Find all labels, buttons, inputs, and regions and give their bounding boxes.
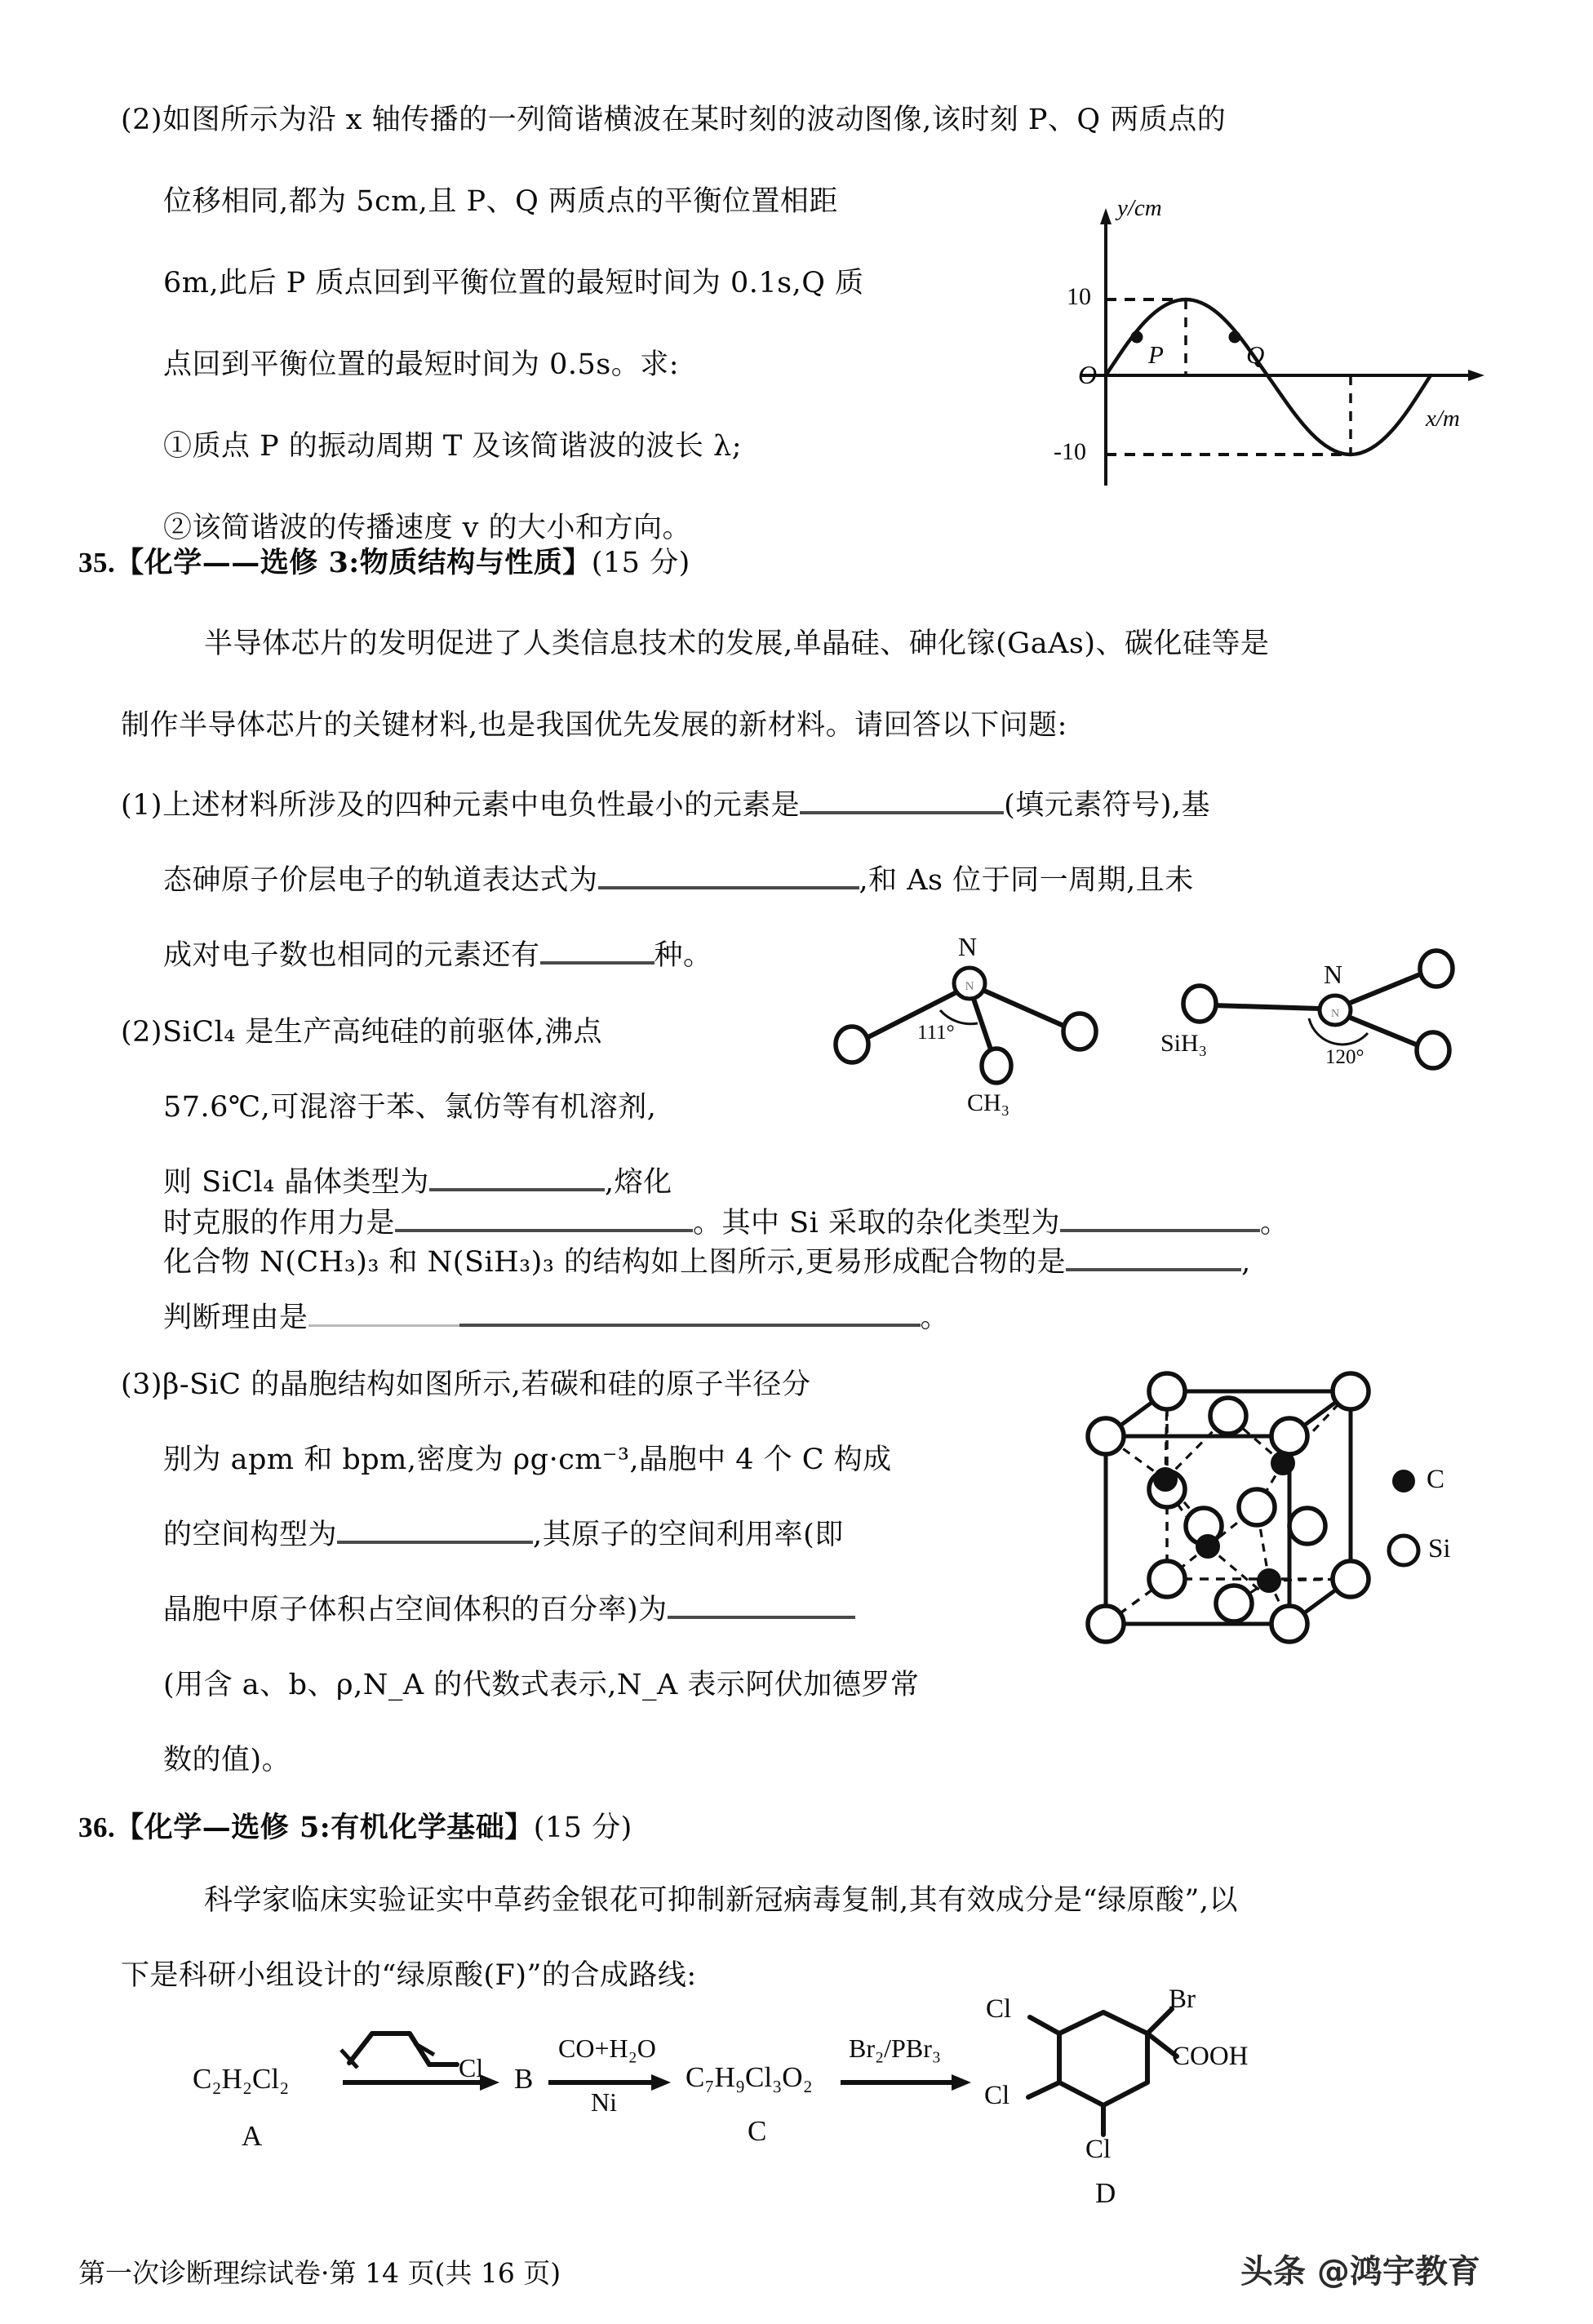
answer-blank-crystal-type[interactable] bbox=[429, 1187, 605, 1191]
q35-bracket-close: 】 bbox=[562, 546, 592, 579]
q36-bracket-open: 【 bbox=[115, 1811, 144, 1844]
q35-bracket-open: 【 bbox=[115, 546, 144, 579]
q35-p2-l3a: 则 SiCl₄ 晶体类型为 bbox=[163, 1166, 429, 1199]
q35-p1-l2a: 态砷原子价层电子的轨道表达式为 bbox=[163, 864, 598, 897]
wave-origin-label: O bbox=[1078, 360, 1098, 389]
q35-p2-l5a: 化合物 N(CH₃)₃ 和 N(SiH₃)₃ 的结构如上图所示,更易形成配合物的是 bbox=[163, 1246, 1067, 1279]
q35-p2-line1 bbox=[121, 1018, 602, 1047]
q35-p3-line4 bbox=[163, 1596, 855, 1625]
q2-line2-text: 位移相同,都为 5cm,且 P、Q 两质点的平衡位置相距 bbox=[163, 185, 838, 218]
wave-point-p-label: P bbox=[1148, 340, 1164, 369]
q35-p3-l6-text: 数的值)。 bbox=[163, 1744, 291, 1776]
q35-p2-l3b: ,熔化 bbox=[604, 1166, 672, 1199]
q35-p2-l4c: 。 bbox=[1259, 1207, 1289, 1240]
physics-question-2-line3 bbox=[163, 269, 864, 298]
compound-c-label: C bbox=[748, 2115, 767, 2147]
q35-p2-l2-text: 57.6℃,可混溶于苯、氯仿等有机溶剂, bbox=[163, 1091, 657, 1124]
amine-left-center-label: N bbox=[958, 932, 978, 961]
unit-cell-legend-silicon: Si bbox=[1428, 1534, 1451, 1563]
compound-d-cooh-label: COOH bbox=[1172, 2042, 1249, 2071]
physics-question-2-line2 bbox=[163, 185, 838, 218]
q35-p3-line2 bbox=[163, 1446, 892, 1475]
q2-label: (2) bbox=[121, 104, 163, 136]
q35-p1-line1 bbox=[121, 789, 1211, 822]
wave-point-q-label: Q bbox=[1246, 340, 1265, 369]
q35-header bbox=[78, 548, 690, 578]
q2-line4-text: 点回到平衡位置的最短时间为 0.5s。求: bbox=[163, 348, 680, 381]
q35-p1-l3a: 成对电子数也相同的元素还有 bbox=[163, 939, 540, 972]
q35-p1-l2b: ,和 As 位于同一周期,且未 bbox=[859, 864, 1194, 897]
wave-x-axis-label: x/m bbox=[1426, 406, 1460, 432]
answer-blank-spatial-configuration[interactable] bbox=[337, 1540, 533, 1544]
q35-score: (15 分) bbox=[591, 547, 690, 579]
reagent-3-label: Br₂/PBr₃ bbox=[849, 2034, 941, 2063]
q35-p1-l1b: (填元素符号),基 bbox=[1004, 789, 1211, 822]
watermark bbox=[1240, 2246, 1480, 2292]
wave-tick-positive: 10 bbox=[1067, 283, 1091, 310]
q35-intro-l1-text: 半导体芯片的发明促进了人类信息技术的发展,单晶硅、砷化镓(GaAs)、碳化硅等是 bbox=[204, 628, 1270, 660]
q35-p1-line2 bbox=[163, 864, 1194, 897]
q35-p3-l4a: 晶胞中原子体积占空间体积的百分率)为 bbox=[163, 1594, 668, 1626]
amine-right-substituent-label: SiH₃ bbox=[1160, 1030, 1208, 1057]
answer-blank-reason-part2[interactable] bbox=[459, 1323, 921, 1327]
q36-number: 36. bbox=[78, 1812, 116, 1843]
page-footer bbox=[78, 2252, 561, 2291]
amine-right-angle-label: 120° bbox=[1325, 1046, 1364, 1068]
q35-intro-line1 bbox=[204, 630, 1270, 659]
q36-bracket-close: 】 bbox=[504, 1811, 534, 1844]
q35-p2-line3 bbox=[163, 1166, 672, 1199]
q35-intro-l2-text: 制作半导体芯片的关键材料,也是我国优先发展的新材料。请回答以下问题: bbox=[121, 709, 1067, 742]
q2-line1-text: 如图所示为沿 x 轴传播的一列简谐横波在某时刻的波动图像,该时刻 P、Q 两质点的 bbox=[162, 104, 1227, 136]
answer-blank-element-count[interactable] bbox=[540, 960, 655, 965]
q36-intro-l1-text: 科学家临床实验证实中草药金银花可抑制新冠病毒复制,其有效成分是“绿原酸”,以 bbox=[204, 1884, 1239, 1917]
compound-b-label: B bbox=[514, 2063, 534, 2095]
q36-intro-l2-text: 下是科研小组设计的“绿原酸(F)”的合成路线: bbox=[121, 1959, 697, 1992]
answer-blank-intermolecular-force[interactable] bbox=[395, 1228, 693, 1232]
reagent-2-bottom-label: Ni bbox=[591, 2087, 617, 2117]
physics-question-2-line4 bbox=[163, 348, 680, 381]
q35-p3-l5-text: (用含 a、b、ρ,N_A 的代数式表示,N_A 表示阿伏加德罗常 bbox=[163, 1669, 920, 1701]
amine-right-center-label: N bbox=[1324, 960, 1343, 989]
q35-p3-line1 bbox=[121, 1368, 811, 1401]
q35-p2-l4a: 时克服的作用力是 bbox=[163, 1207, 396, 1240]
compound-d-cl-bottom-label: Cl bbox=[1085, 2135, 1112, 2164]
q36-score: (15 分) bbox=[533, 1812, 632, 1844]
q35-number: 35. bbox=[78, 547, 116, 579]
physics-question-2-sub1 bbox=[163, 432, 742, 461]
q35-p1-label: (1) bbox=[121, 789, 163, 822]
q36-header bbox=[78, 1813, 632, 1843]
wave-point-q-marker bbox=[1229, 331, 1241, 344]
amine-structure-right bbox=[1160, 955, 1469, 1102]
wave-figure bbox=[1049, 195, 1522, 494]
q35-p2-line5 bbox=[163, 1248, 1251, 1277]
q2-line3-text: 6m,此后 P 质点回到平衡位置的最短时间为 0.1s,Q 质 bbox=[163, 267, 864, 299]
reagent-1-label: Cl bbox=[459, 2053, 484, 2082]
q35-p3-line5 bbox=[163, 1671, 919, 1700]
reagent-2-top-label: CO+H₂O bbox=[558, 2034, 656, 2063]
wave-tick-negative: -10 bbox=[1054, 438, 1086, 465]
compound-d-label: D bbox=[1095, 2177, 1116, 2209]
q35-p2-label: (2) bbox=[121, 1016, 163, 1049]
compound-a-label: A bbox=[242, 2120, 263, 2152]
compound-a-formula: C₂H₂Cl₂ bbox=[193, 2063, 290, 2095]
q35-p3-label: (3) bbox=[121, 1368, 163, 1401]
q35-p1-l1a: 上述材料所涉及的四种元素中电负性最小的元素是 bbox=[162, 789, 801, 822]
amine-left-angle-label: 111° bbox=[917, 1022, 955, 1044]
page-footer-text: 第一次诊断理综试卷·第 14 页(共 16 页) bbox=[78, 2257, 561, 2289]
q35-p3-l2-text: 别为 apm 和 bpm,密度为 ρg·cm⁻³,晶胞中 4 个 C 构成 bbox=[163, 1444, 892, 1476]
q35-p2-line4 bbox=[163, 1209, 1289, 1238]
q2-sub2-text: ②该简谐波的传播速度 v 的大小和方向。 bbox=[163, 512, 692, 544]
answer-blank-hybridization[interactable] bbox=[1060, 1228, 1260, 1232]
svg-text:N: N bbox=[1330, 1008, 1340, 1020]
q35-p1-line3 bbox=[163, 939, 712, 972]
q35-intro-line2 bbox=[121, 709, 1067, 742]
wave-y-axis-label: y/cm bbox=[1117, 195, 1162, 221]
unit-cell-figure bbox=[1061, 1359, 1502, 1685]
q35-p2-l4b: 。其中 Si 采取的杂化类型为 bbox=[693, 1207, 1060, 1240]
answer-blank-space-utilization[interactable] bbox=[668, 1615, 855, 1619]
wave-point-p-marker bbox=[1131, 331, 1143, 344]
q35-p3-l3b: ,其原子的空间利用率(即 bbox=[533, 1519, 844, 1551]
amine-structure-left bbox=[832, 932, 1118, 1116]
answer-blank-orbital-diagram[interactable] bbox=[598, 885, 859, 889]
compound-d-br-label: Br bbox=[1169, 1985, 1196, 2014]
svg-text:N: N bbox=[965, 980, 974, 993]
q35-p3-line6 bbox=[163, 1746, 291, 1775]
q35-p1-l3b: 种。 bbox=[654, 939, 712, 972]
compound-d-cl-top-label: Cl bbox=[986, 1994, 1012, 2024]
q2-sub1-text: ①质点 P 的振动周期 T 及该简谐波的波长 λ; bbox=[163, 430, 742, 463]
q35-p2-l1: SiCl₄ 是生产高纯硅的前驱体,沸点 bbox=[162, 1016, 603, 1049]
q35-title: 化学——选修 3:物质结构与性质 bbox=[144, 546, 563, 579]
compound-d-cl-mid-label: Cl bbox=[984, 2081, 1010, 2110]
watermark-text: 头条 @鸿宇教育 bbox=[1240, 2253, 1480, 2291]
unit-cell-legend-carbon: C bbox=[1427, 1465, 1445, 1494]
compound-c-formula: C₇H₉Cl₃O₂ bbox=[686, 2061, 813, 2093]
answer-blank-electronegativity[interactable] bbox=[800, 810, 1004, 814]
physics-question-2-sub2 bbox=[163, 514, 691, 543]
q36-intro-line1 bbox=[204, 1884, 1239, 1917]
q35-p3-l1: β‑SiC 的晶胞结构如图所示,若碳和硅的原子半径分 bbox=[162, 1368, 811, 1401]
q36-title: 化学—选修 5:有机化学基础 bbox=[144, 1811, 505, 1844]
q35-p2-l6a: 判断理由是 bbox=[163, 1302, 308, 1334]
q35-p2-line2 bbox=[163, 1093, 656, 1122]
q35-p2-l5b: , bbox=[1241, 1246, 1251, 1279]
q35-p3-line3 bbox=[163, 1521, 844, 1550]
q35-p2-l6b: 。 bbox=[920, 1302, 950, 1334]
q35-p2-line6 bbox=[163, 1304, 949, 1333]
q35-p3-l3a: 的空间构型为 bbox=[163, 1519, 338, 1551]
synthesis-route-figure bbox=[193, 1983, 1249, 2209]
physics-question-2-line1 bbox=[121, 106, 1226, 135]
answer-blank-complex-former[interactable] bbox=[1066, 1267, 1241, 1271]
amine-left-substituent-label: CH₃ bbox=[967, 1089, 1010, 1116]
answer-blank-reason-part1[interactable] bbox=[308, 1324, 459, 1327]
